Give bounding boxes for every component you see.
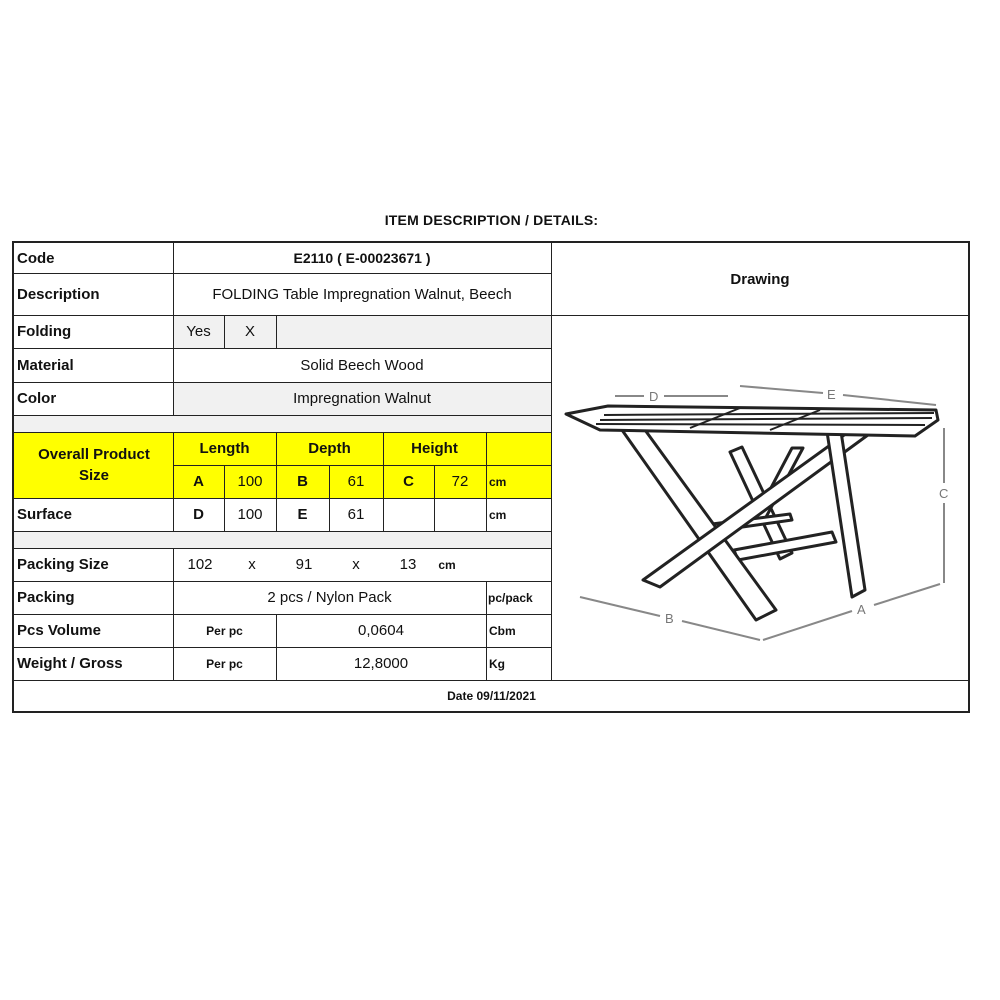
- weight-unit: Kg: [489, 656, 505, 671]
- packing-unit: pc/pack: [488, 590, 533, 605]
- c-value: 72: [451, 473, 469, 490]
- color-label: Color: [17, 390, 57, 407]
- packing-size-width: 91: [295, 556, 313, 573]
- folding-mark: X: [244, 323, 255, 340]
- packing-size-unit: cm: [438, 557, 456, 572]
- description-label: Description: [17, 285, 100, 303]
- weight-per: Per pc: [206, 656, 243, 671]
- description-value: FOLDING Table Impregnation Walnut, Beech: [212, 285, 512, 303]
- b-label: B: [297, 473, 308, 490]
- packing-value: 2 pcs / Nylon Pack: [267, 589, 392, 606]
- folding-yes: Yes: [186, 323, 211, 340]
- surface-label: Surface: [17, 506, 73, 523]
- page-title: ITEM DESCRIPTION / DETAILS:: [384, 212, 599, 228]
- folding-label: Folding: [17, 323, 72, 340]
- a-value: 100: [237, 473, 263, 490]
- packing-size-height: 13: [399, 556, 417, 573]
- c-label: C: [403, 473, 414, 490]
- a-label: A: [193, 473, 204, 490]
- overall-unit: cm: [489, 474, 507, 489]
- packing-size-x2: x: [352, 556, 360, 573]
- dim-label-e: E: [827, 387, 836, 402]
- material-value: Solid Beech Wood: [300, 356, 424, 374]
- drawing-label: Drawing: [730, 270, 790, 288]
- length-header: Length: [199, 440, 250, 457]
- material-label: Material: [17, 356, 74, 374]
- dim-label-a: A: [857, 602, 866, 617]
- table-drawing: [552, 316, 968, 679]
- weight-label: Weight / Gross: [17, 655, 123, 672]
- packing-size-label: Packing Size: [17, 556, 109, 573]
- pcs-volume-per: Per pc: [206, 623, 243, 638]
- dim-label-c: C: [939, 486, 949, 501]
- dim-label-d: D: [649, 389, 659, 404]
- footer-date: Date 09/11/2021: [447, 689, 536, 703]
- table-frame: [566, 406, 938, 620]
- pcs-volume-label: Pcs Volume: [17, 622, 101, 639]
- b-value: 61: [347, 473, 365, 490]
- packing-label: Packing: [17, 589, 75, 606]
- e-value: 61: [347, 506, 365, 523]
- pcs-volume-unit: Cbm: [489, 623, 516, 638]
- packing-size-length: 102: [187, 556, 213, 573]
- e-label: E: [297, 506, 308, 523]
- pcs-volume-value: 0,0604: [358, 622, 404, 639]
- code-label: Code: [17, 249, 55, 267]
- depth-header: Depth: [308, 440, 351, 457]
- code-value: E2110 ( E-00023671 ): [293, 250, 431, 266]
- color-value: Impregnation Walnut: [293, 390, 431, 407]
- surface-unit: cm: [489, 507, 507, 522]
- d-value: 100: [237, 506, 263, 523]
- weight-value: 12,8000: [353, 655, 409, 672]
- dim-label-b: B: [665, 611, 674, 626]
- height-header: Height: [411, 440, 458, 457]
- overall-size-label: Overall Product Size: [38, 446, 150, 484]
- d-label: D: [193, 506, 204, 523]
- packing-size-x1: x: [248, 556, 256, 573]
